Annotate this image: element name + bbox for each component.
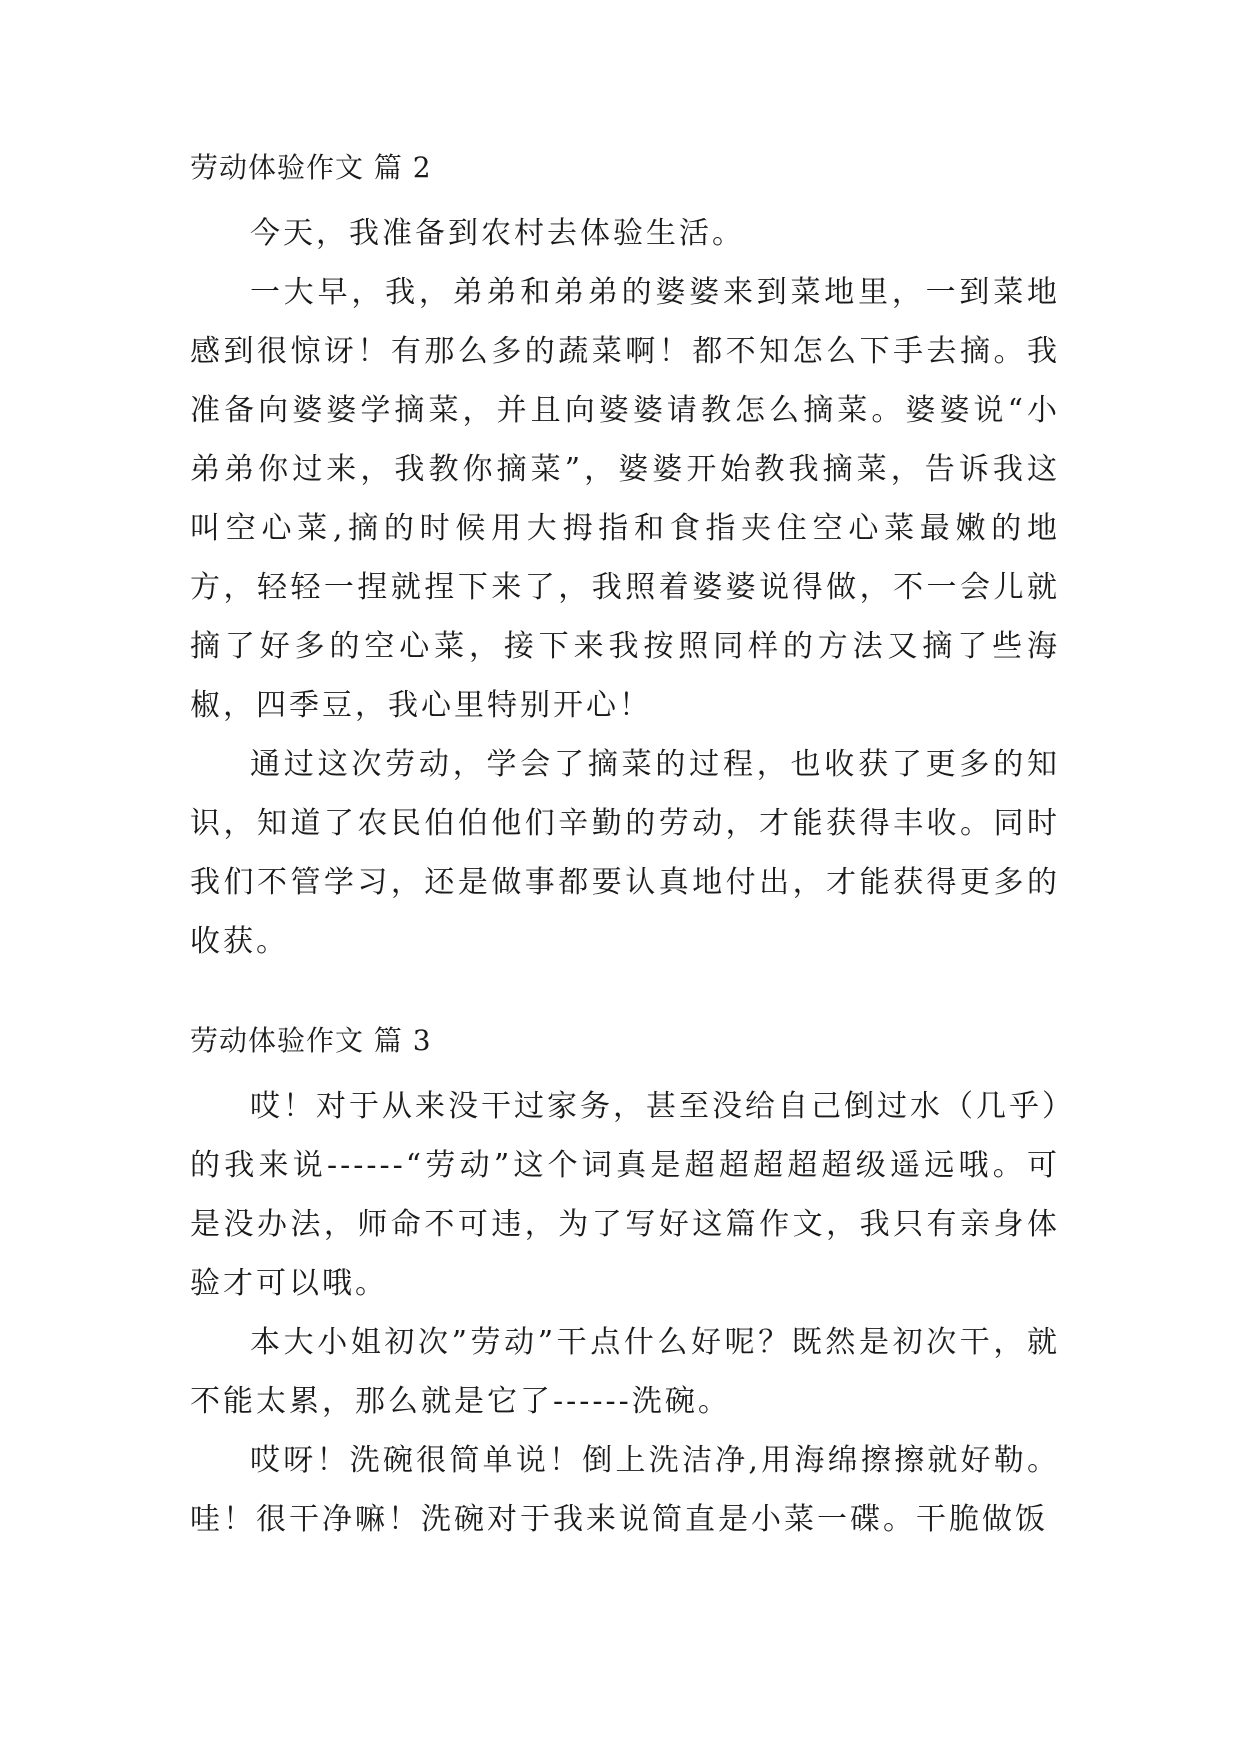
- paragraph: 通过这次劳动，学会了摘菜的过程，也收获了更多的知识，知道了农民伯伯他们辛勤的劳动，才能获得丰收。同时我们不管学习，还是做事都要认真地付出，才能获得更多的收获。: [190, 747, 1060, 959]
- paragraph: 哎！对于从来没干过家务，甚至没给自己倒过水（几乎）的我来说------“劳动”这个词真是超超超超超级遥远哦。可是没办法，师命不可违，为了写好这篇作文，我只有亲身体验才可以哦。: [190, 1089, 1060, 1301]
- paragraph: 本大小姐初次”劳动”干点什么好呢？既然是初次干，就不能太累，那么就是它了------洗碗。: [190, 1325, 1060, 1419]
- section-title: 劳动体验作文 篇 3: [190, 1024, 432, 1057]
- essay-section-2: [190, 148, 1060, 971]
- essay-section-3: [190, 1021, 1060, 1549]
- paragraph: 哎呀！洗碗很简单说！倒上洗洁净,用海绵擦擦就好勒。哇！很干净嘛！洗碗对于我来说简直是小菜一碟。干脆做饭: [190, 1443, 1060, 1537]
- paragraph: 一大早，我，弟弟和弟弟的婆婆来到菜地里，一到菜地感到很惊讶！有那么多的蔬菜啊！都不知怎么下手去摘。我准备向婆婆学摘菜，并且向婆婆请教怎么摘菜。婆婆说“小弟弟你过来，我教你摘菜”，婆婆开始教我摘菜，告诉我这叫空心菜,摘的时候用大拇指和食指夹住空心菜最嫩的地方，轻轻一捏就捏下来了，我照着婆婆说得做，不一会儿就摘了好多的空心菜，接下来我按照同样的方法又摘了些海椒，四季豆，我心里特别开心！: [190, 275, 1060, 723]
- section-title: 劳动体验作文 篇 2: [190, 151, 432, 184]
- document-page: [190, 148, 1060, 1549]
- paragraph: 今天，我准备到农村去体验生活。: [250, 216, 745, 251]
